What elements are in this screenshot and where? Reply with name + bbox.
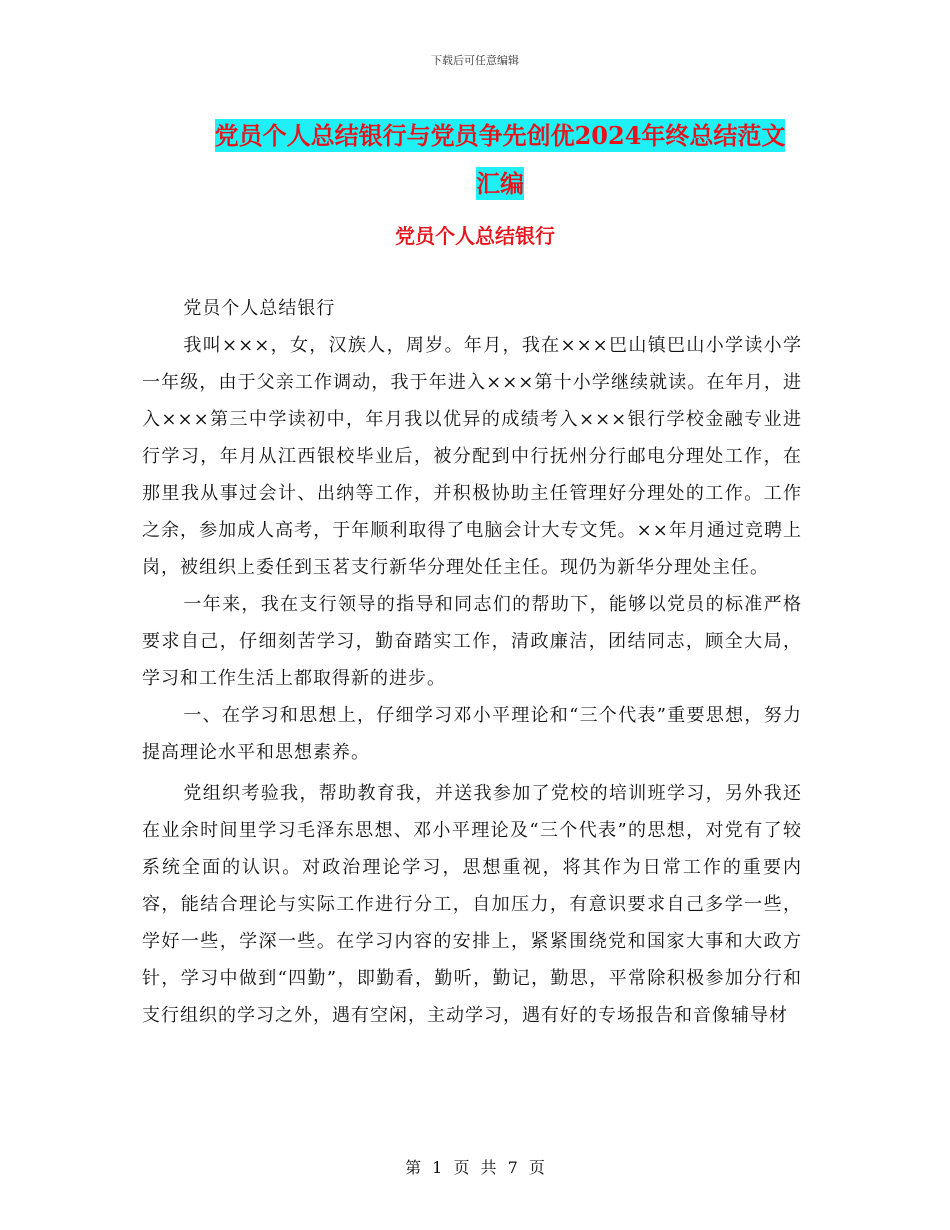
paragraph: 一年来，我在支行领导的指导和同志们的帮助下，能够以党员的标准严格要求自己，仔细刻苦学习，勤奋踏实工作，清政廉洁，团结同志，顾全大局，学习和工作生活上都取得新的进步。 bbox=[142, 594, 802, 689]
header-note: 下载后可任意编辑 bbox=[431, 54, 519, 67]
document-title-line-1: 党员个人总结银行与党员争先创优2024年终总结范文 bbox=[214, 121, 786, 150]
document-title-line-2: 汇编 bbox=[476, 169, 524, 198]
document-body bbox=[142, 290, 802, 1034]
paragraph: 党员个人总结银行 bbox=[183, 298, 336, 319]
page-footer: 第 1 页 共 7 页 bbox=[405, 1158, 545, 1177]
paragraph: 一、在学习和思想上，仔细学习邓小平理论和“三个代表”重要思想，努力提高理论水平和思想素养。 bbox=[142, 705, 802, 763]
paragraph: 党组织考验我，帮助教育我，并送我参加了党校的培训班学习，另外我还在业余时间里学习毛泽东思想、邓小平理论及“三个代表”的思想，对党有了较系统全面的认识。对政治理论学习，思想重视，将其作为日常工作的重要内容，能结合理论与实际工作进行分工，自加压力，有意识要求自己多学一些，学好一些，学深一些。在学习内容的安排上，紧紧围绕党和国家大事和大政方针，学习中做到“四勤”，即勤看，勤听，勤记，勤思，平常除积极参加分行和支行组织的学习之外，遇有空闲，主动学习，遇有好的专场报告和音像辅导材 bbox=[142, 783, 802, 1026]
section-title: 党员个人总结银行 bbox=[395, 224, 555, 248]
paragraph: 我叫×××，女，汉族人，周岁。年月，我在×××巴山镇巴山小学读小学一年级，由于父亲工作调动，我于年进入×××第十小学继续就读。在年月，进入×××第三中学读初中，年月我以优异的成绩考入×××银行学校金融专业进行学习，年月从江西银校毕业后，被分配到中行抚州分行邮电分理处工作，在那里我从事过会计、出纳等工作，并积极协助主任管理好分理处的工作。工作之余，参加成人高考，于年顺利取得了电脑会计大专文凭。××年月通过竞聘上岗，被组织上委任到玉茗支行新华分理处任主任。现仍为新华分理处主任。 bbox=[142, 335, 802, 578]
document-title bbox=[140, 112, 860, 208]
